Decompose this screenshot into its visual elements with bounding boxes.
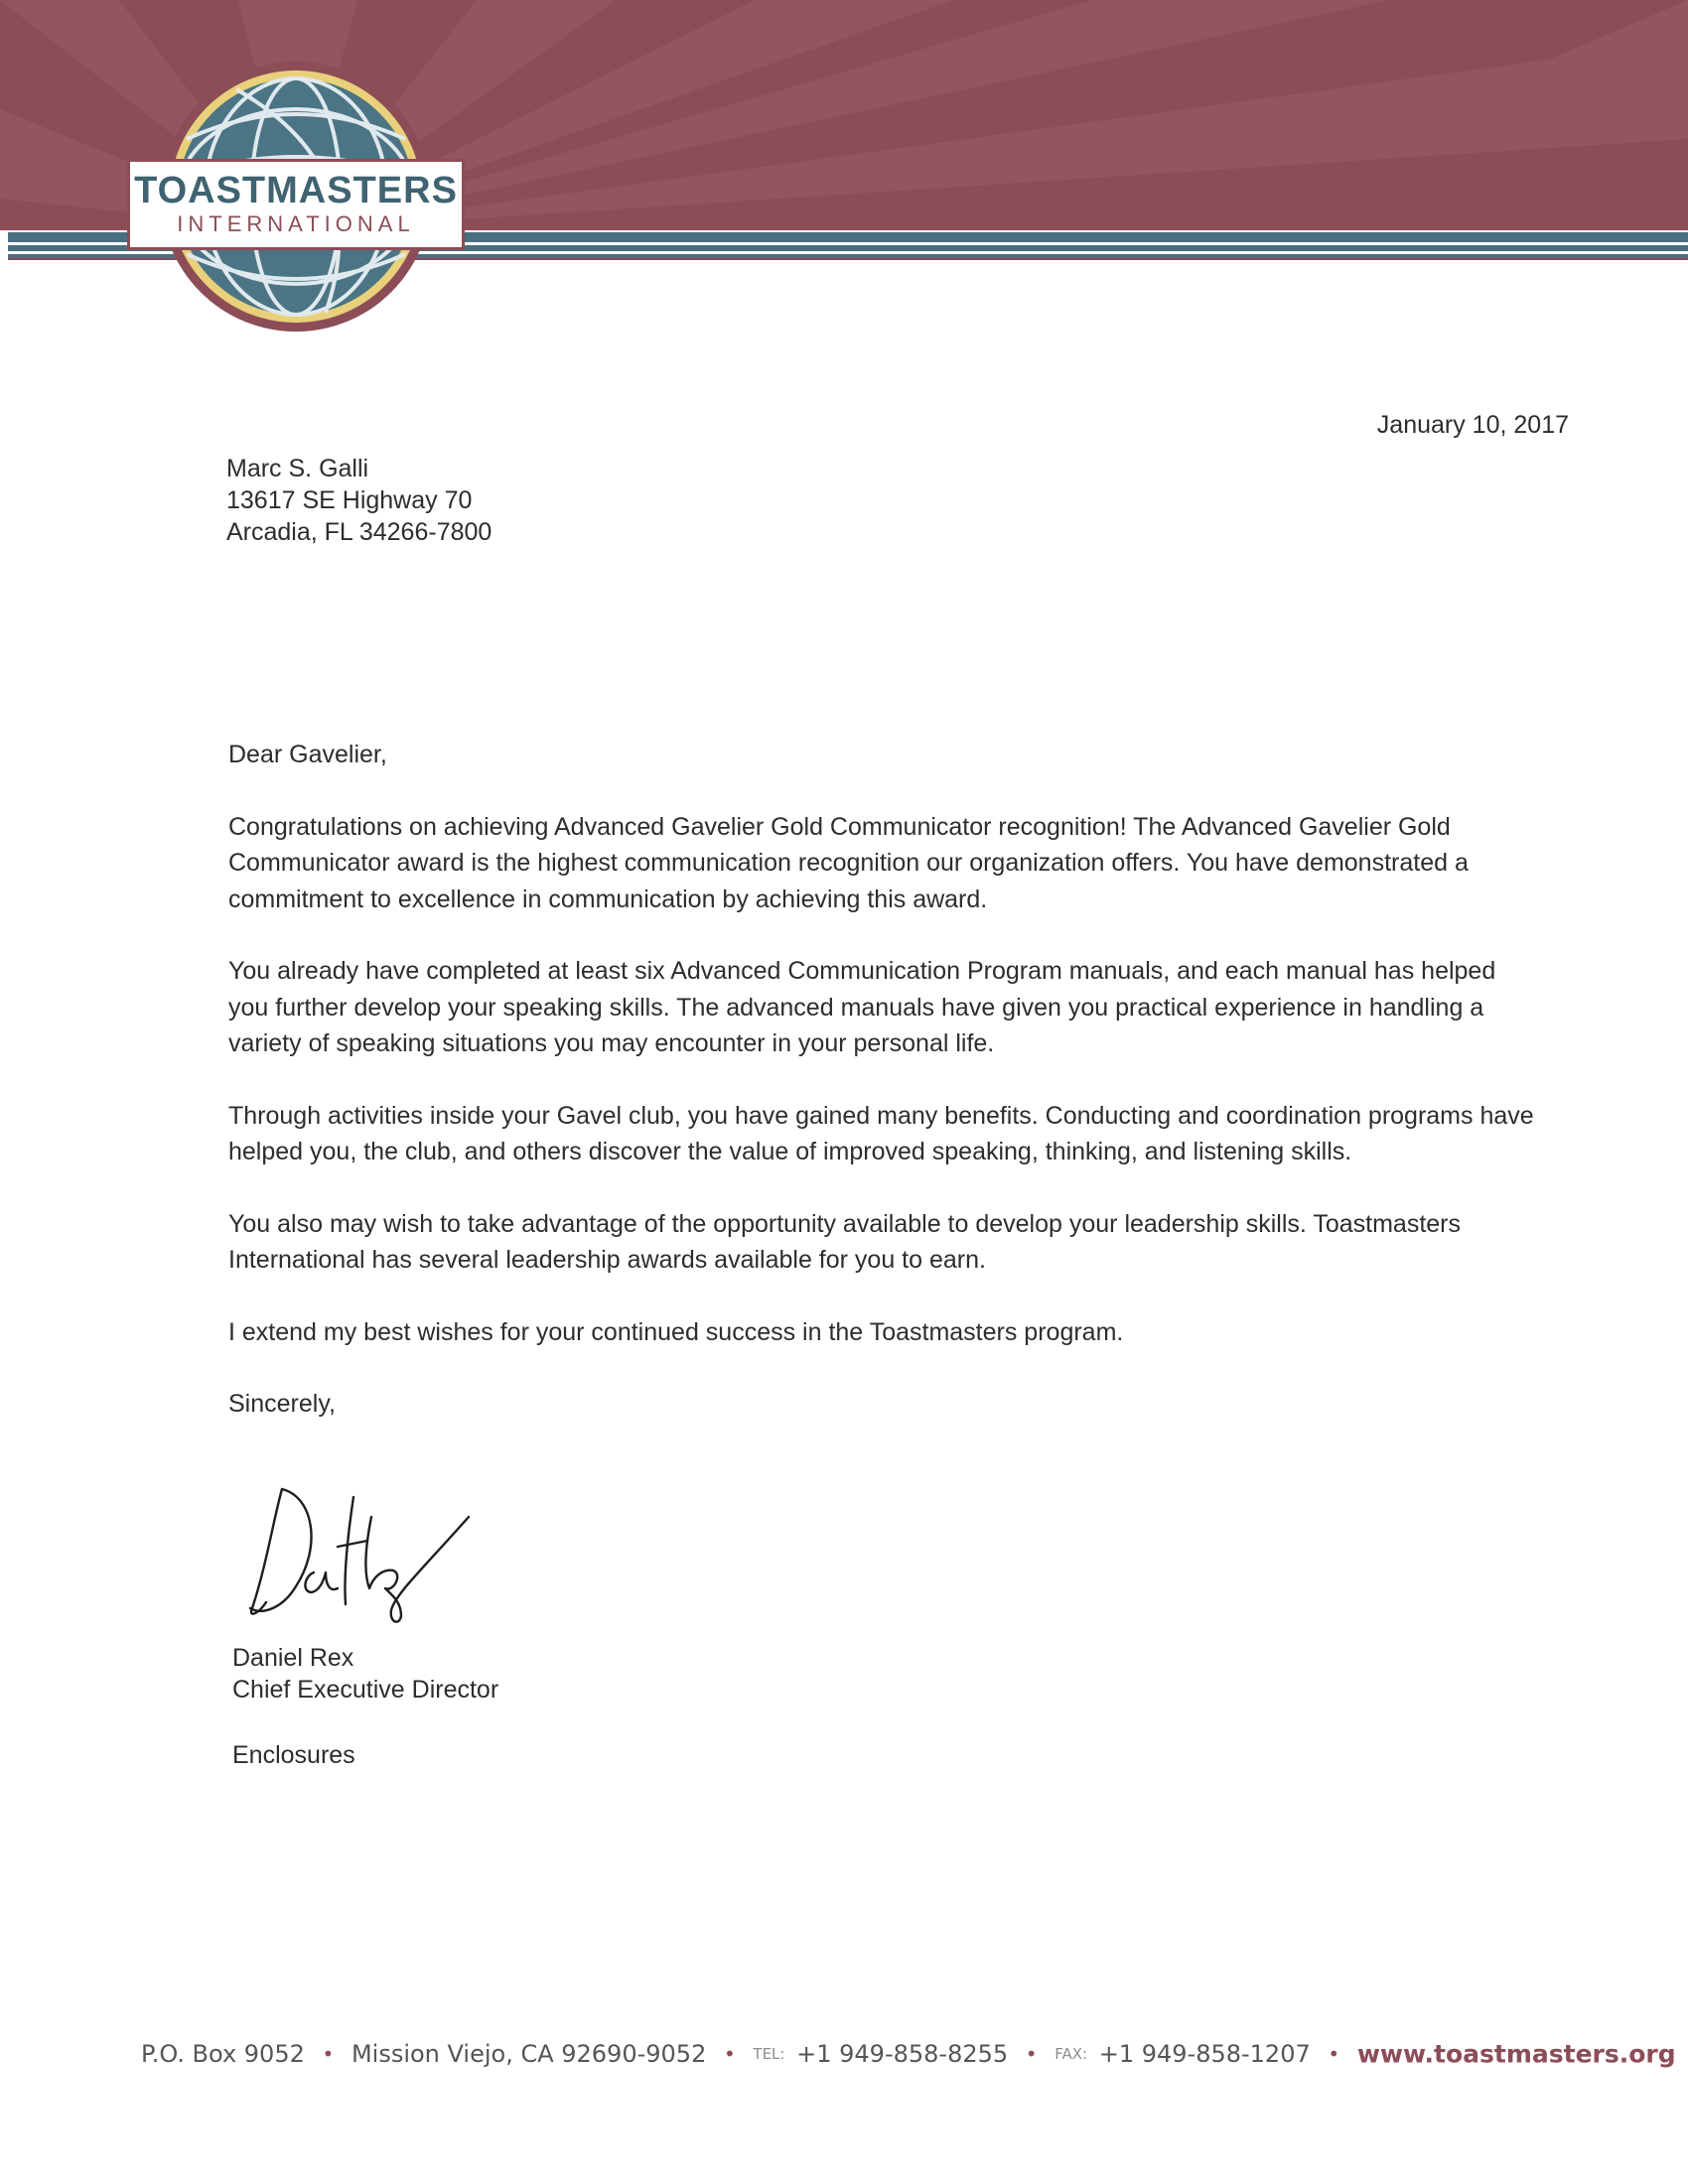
closing: Sincerely, [228,1390,336,1418]
body-paragraph: Through activities inside your Gavel club, you have gained many benefits. Conducting and coordination programs have helped you, the club, and others discover the value of improved speaking, thinking, and listening skills. [228,1101,1534,1165]
toastmasters-logo [127,60,465,347]
handwritten-signature [244,1477,473,1631]
recipient-address [226,453,822,548]
letter-date: January 10, 2017 [1376,411,1569,439]
signer-block [232,1642,828,1706]
footer-fax-label: FAX: [1055,2045,1088,2063]
salutation: Dear Gavelier, [228,741,387,768]
brand-subtitle: INTERNATIONAL [177,211,415,236]
footer-website-link[interactable]: www.toastmasters.org [1356,2039,1676,2069]
letter-body [228,737,1539,1458]
signer-name: Daniel Rex [232,1644,354,1672]
letterhead-footer [141,2039,1676,2075]
body-paragraph: You already have completed at least six Advanced Communication Program manuals, and each manual has helped you further develop your speaking skills. The advanced manuals have given you practical experience in handling a variety of speaking situations you may encounter in your personal life. [228,957,1496,1057]
body-paragraph: Congratulations on achieving Advanced Gavelier Gold Communicator recognition! The Advanced Gavelier Gold Communicator award is the highest communication recognition our organization offers. You have demonstrated a commitment to excellence in communication by achieving this award. [228,812,1469,913]
footer-separator: • [1025,2042,1038,2066]
signer-title: Chief Executive Director [232,1676,499,1704]
body-paragraph: I extend my best wishes for your continued success in the Toastmasters program. [228,1317,1124,1346]
footer-po-box: P.O. Box 9052 [141,2040,305,2068]
footer-tel: +1 949-858-8255 [796,2040,1009,2068]
enclosures-note: Enclosures [232,1741,355,1769]
brand-name: TOASTMASTERS [134,170,458,211]
recipient-city: Arcadia, FL 34266-7800 [226,518,492,546]
footer-separator: • [723,2042,736,2066]
footer-separator: • [322,2042,335,2066]
recipient-street: 13617 SE Highway 70 [226,486,473,514]
footer-city: Mission Viejo, CA 92690-9052 [351,2040,707,2068]
footer-separator: • [1328,2042,1340,2066]
recipient-name: Marc S. Galli [226,455,369,482]
footer-tel-label: TEL: [753,2045,785,2063]
footer-fax: +1 949-858-1207 [1098,2040,1311,2068]
logo-wordmark [127,159,465,250]
body-paragraph: You also may wish to take advantage of the opportunity available to develop your leadership skills. Toastmasters International has several leadership awards available for you to earn. [228,1209,1462,1274]
